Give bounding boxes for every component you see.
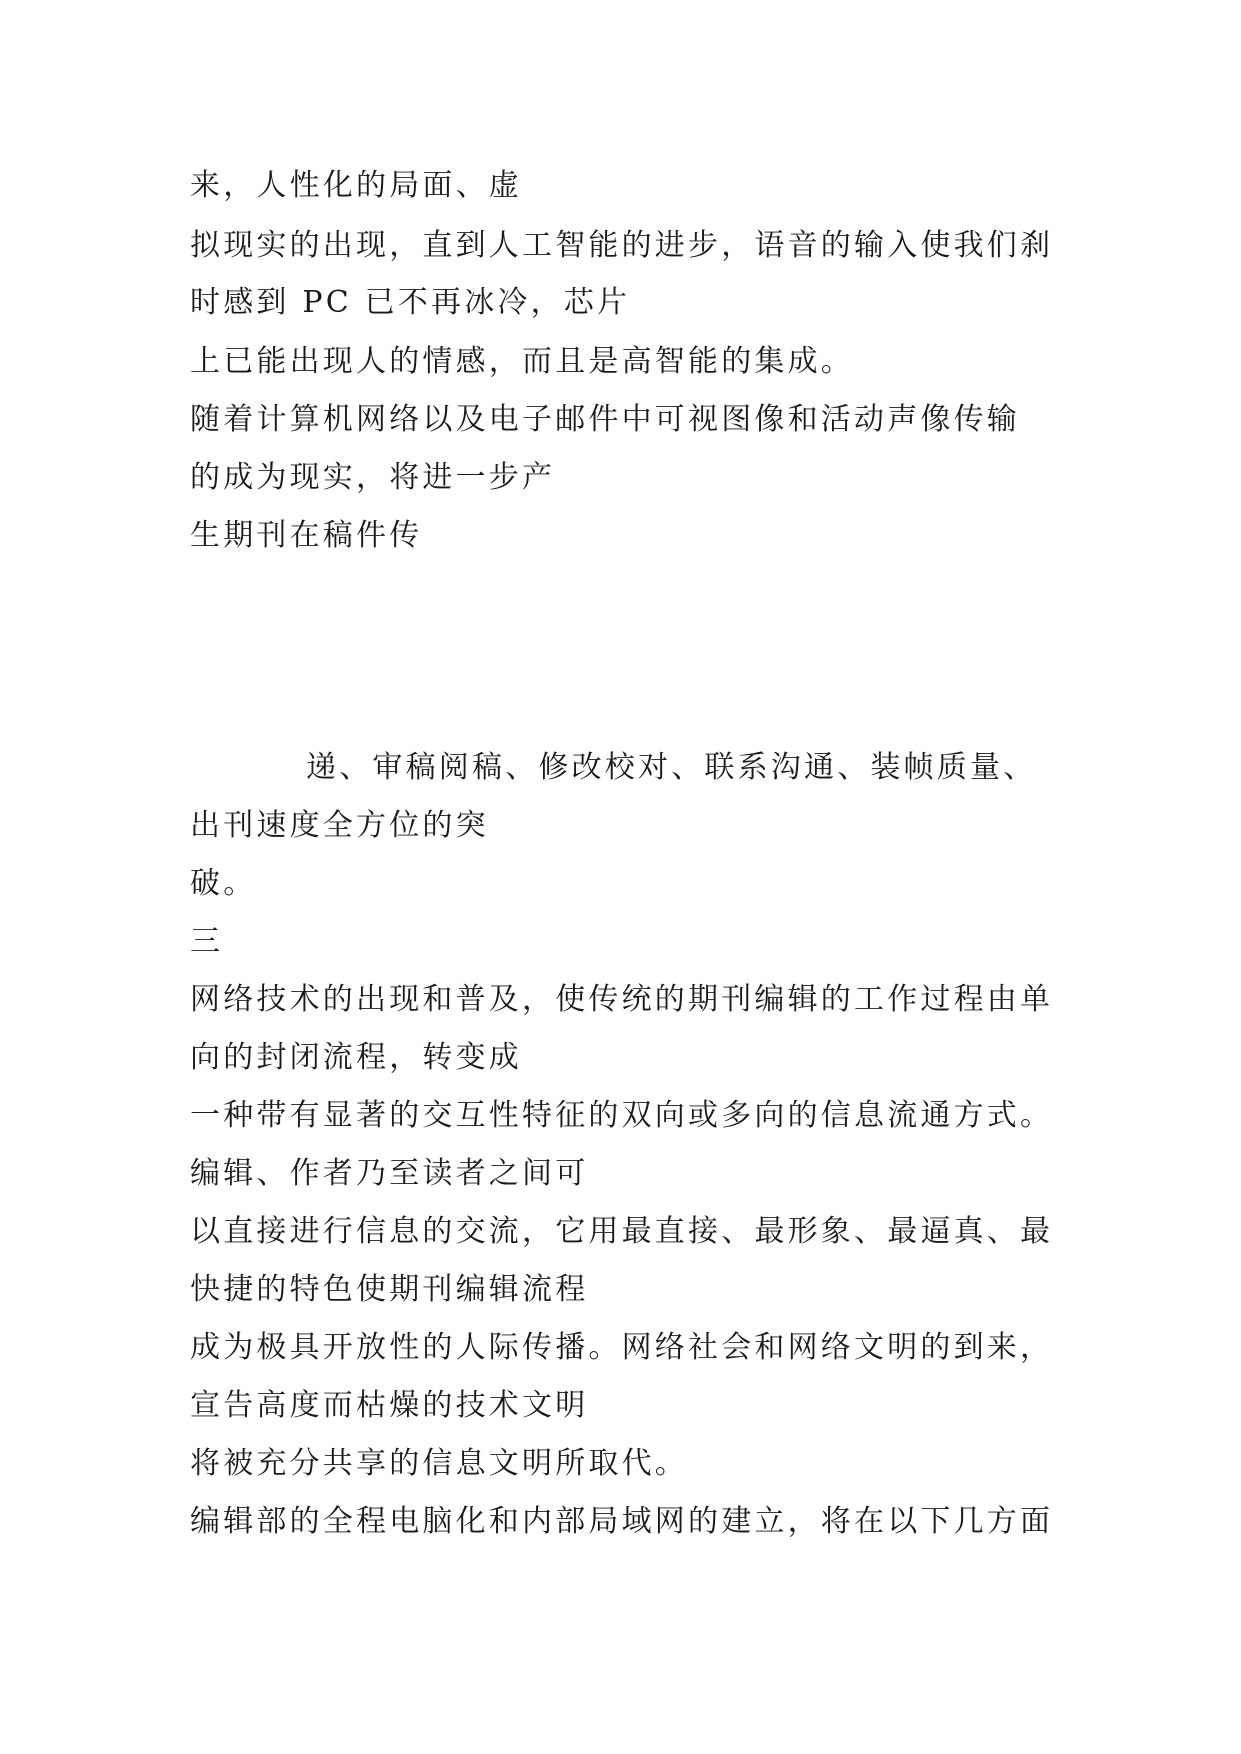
text-line: 向的封闭流程，转变成	[190, 1040, 522, 1075]
text-line: 破。	[190, 866, 257, 901]
text-line: 宣告高度而枯燥的技术文明	[190, 1388, 589, 1423]
text-line: 编辑、作者乃至读者之间可	[190, 1156, 589, 1191]
text-line: 一种带有显著的交互性特征的双向或多向的信息流通方式。	[190, 1098, 1054, 1133]
text-line: 网络技术的出现和普及，使传统的期刊编辑的工作过程由单	[190, 982, 1054, 1017]
text-line: 随着计算机网络以及电子邮件中可视图像和活动声像传输	[190, 402, 1020, 437]
text-line: 时感到 PC 已不再冰冷，芯片	[190, 285, 631, 320]
section-number: 三	[190, 924, 224, 959]
text-line: 成为极具开放性的人际传播。网络社会和网络文明的到来，	[190, 1330, 1054, 1365]
text-line: 拟现实的出现，直到人工智能的进步，语音的输入使我们刹	[190, 228, 1054, 263]
text-line: 生期刊在稿件传	[190, 518, 423, 553]
text-line: 以直接进行信息的交流，它用最直接、最形象、最逼真、最	[190, 1214, 1054, 1249]
text-line: 快捷的特色使期刊编辑流程	[190, 1272, 589, 1307]
text-line: 将被充分共享的信息文明所取代。	[190, 1446, 688, 1481]
text-line: 递、审稿阅稿、修改校对、联系沟通、装帧质量、	[306, 750, 1037, 785]
text-line: 来，人性化的局面、虚	[190, 168, 522, 203]
text-line: 的成为现实，将进一步产	[190, 460, 556, 495]
text-line: 上已能出现人的情感，而且是高智能的集成。	[190, 344, 854, 379]
text-line: 编辑部的全程电脑化和内部局域网的建立，将在以下几方面	[190, 1504, 1054, 1539]
text-line: 出刊速度全方位的突	[190, 808, 489, 843]
